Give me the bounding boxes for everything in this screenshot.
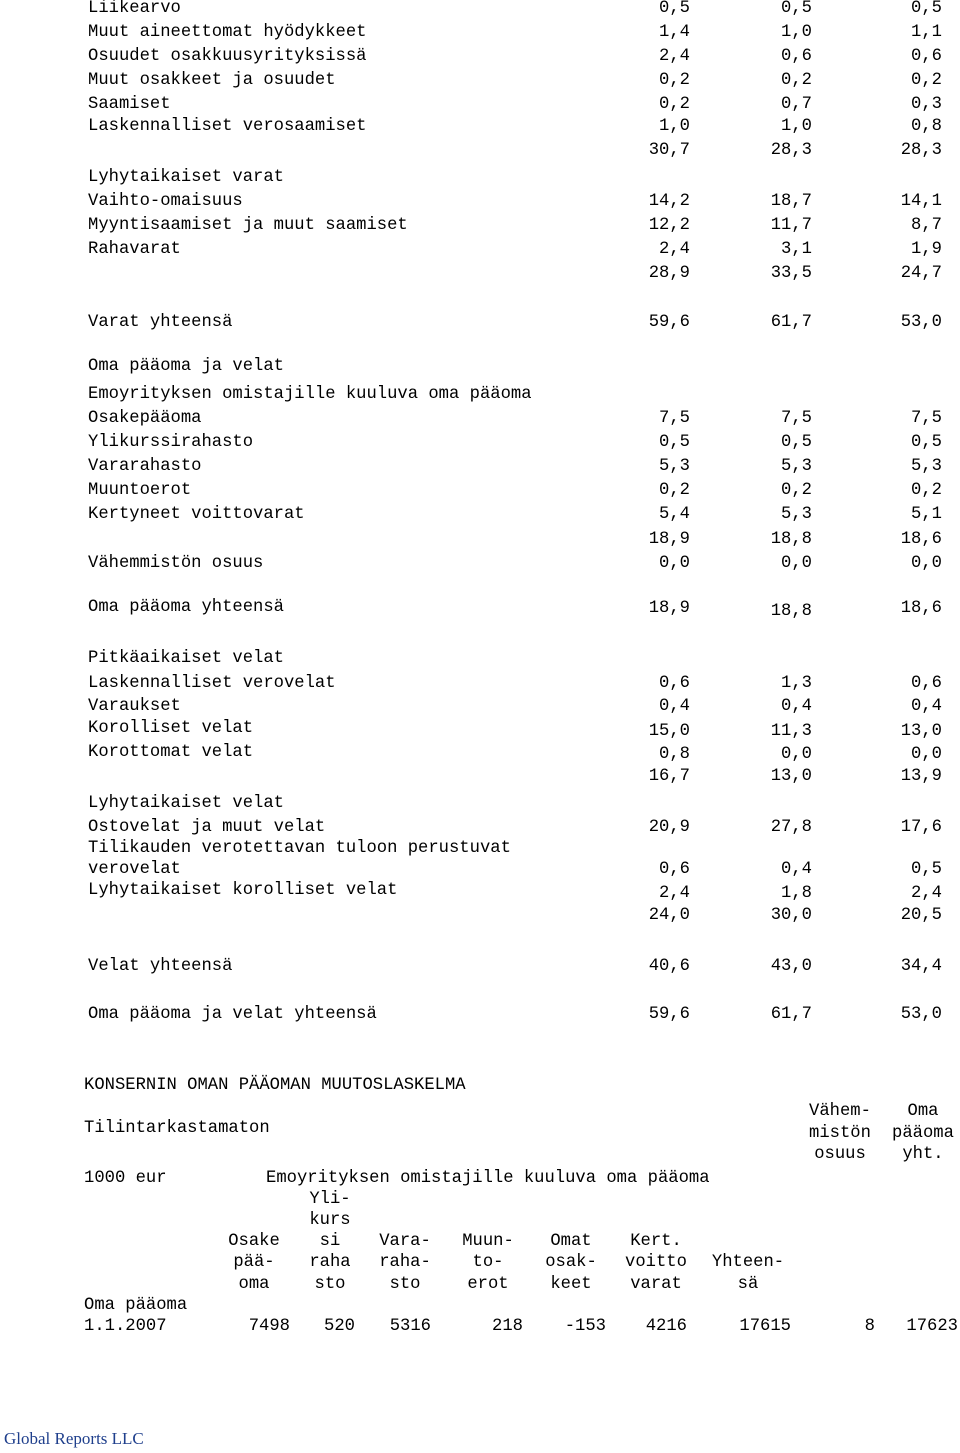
row-value-col1: 28,9 bbox=[648, 264, 690, 283]
equity-col-header-2-line-1: Yli- bbox=[309, 1190, 351, 1209]
row-value-col2: 13,0 bbox=[770, 767, 812, 786]
equity-value-4: 218 bbox=[492, 1317, 523, 1336]
equity-col-header-1-line-2: pää- bbox=[233, 1253, 275, 1272]
row-label: Lyhytaikaiset velat bbox=[88, 794, 284, 813]
row-value-col1: 18,9 bbox=[648, 599, 690, 618]
total-header-1: Oma bbox=[907, 1102, 939, 1121]
row-value-col3: 28,3 bbox=[900, 141, 942, 160]
row-value-col1: 5,3 bbox=[659, 457, 690, 476]
row-value-col3: 13,0 bbox=[900, 722, 942, 741]
row-value-col1: 0,4 bbox=[659, 697, 690, 716]
equity-col-header-6-line-1: Kert. bbox=[630, 1232, 682, 1251]
row-label: Oma pääoma yhteensä bbox=[88, 598, 284, 617]
row-label: Laskennalliset verovelat bbox=[88, 674, 336, 693]
row-value-col1: 24,0 bbox=[648, 906, 690, 925]
row-value-col3: 1,1 bbox=[911, 23, 942, 42]
equity-title: KONSERNIN OMAN PÄÄOMAN MUUTOSLASKELMA bbox=[84, 1076, 466, 1095]
row-label: Muut osakkeet ja osuudet bbox=[88, 71, 336, 90]
row-value-col1: 20,9 bbox=[648, 818, 690, 837]
row-value-col2: 18,8 bbox=[770, 602, 812, 621]
minority-header-3: osuus bbox=[814, 1145, 866, 1164]
row-value-col2: 0,4 bbox=[781, 860, 812, 879]
row-value-col3: 53,0 bbox=[900, 313, 942, 332]
row-value-col3: 5,1 bbox=[911, 505, 942, 524]
row-value-col2: 27,8 bbox=[770, 818, 812, 837]
row-value-col1: 16,7 bbox=[648, 767, 690, 786]
row-value-col1: 59,6 bbox=[648, 313, 690, 332]
equity-col-header-2-line-3: si bbox=[319, 1232, 341, 1251]
row-label: Varat yhteensä bbox=[88, 313, 233, 332]
row-value-col3: 0,0 bbox=[911, 745, 942, 764]
row-value-col2: 61,7 bbox=[770, 1005, 812, 1024]
equity-col-header-3-line-3: sto bbox=[389, 1275, 421, 1294]
row-label: Liikearvo bbox=[88, 0, 181, 18]
row-label: Kertyneet voittovarat bbox=[88, 505, 305, 524]
equity-col-header-5-line-1: Omat bbox=[550, 1232, 592, 1251]
equity-col-header-2-line-4: raha bbox=[309, 1253, 351, 1272]
row-value-col1: 18,9 bbox=[648, 530, 690, 549]
row-value-col3: 0,5 bbox=[911, 433, 942, 452]
row-value-col2: 30,0 bbox=[770, 906, 812, 925]
equity-col-header-4-line-1: Muun- bbox=[462, 1232, 514, 1251]
row-value-col2: 0,7 bbox=[781, 95, 812, 114]
row-value-col3: 0,2 bbox=[911, 481, 942, 500]
row-value-col2: 0,0 bbox=[781, 554, 812, 573]
row-value-col2: 1,8 bbox=[781, 884, 812, 903]
row-value-col1: 0,2 bbox=[659, 95, 690, 114]
row-label-1: Oma pääoma bbox=[84, 1296, 188, 1315]
equity-col-header-5-line-3: keet bbox=[550, 1275, 592, 1294]
row-value-col3: 53,0 bbox=[900, 1005, 942, 1024]
row-value-col2: 5,3 bbox=[781, 505, 812, 524]
row-label: Ylikurssirahasto bbox=[88, 433, 254, 452]
footer-watermark: Global Reports LLC bbox=[4, 1429, 144, 1448]
row-value-col3: 0,5 bbox=[911, 860, 942, 879]
row-value-col2: 61,7 bbox=[770, 313, 812, 332]
row-value-col1: 0,5 bbox=[659, 433, 690, 452]
row-value-col2: 7,5 bbox=[781, 409, 812, 428]
row-value-col2: 43,0 bbox=[770, 957, 812, 976]
row-value-col2: 0,5 bbox=[781, 433, 812, 452]
row-label: Velat yhteensä bbox=[88, 957, 233, 976]
row-value-col1: 1,4 bbox=[659, 23, 690, 42]
row-value-col3: 24,7 bbox=[900, 264, 942, 283]
row-value-col3: 8,7 bbox=[911, 216, 942, 235]
row-value-col1: 7,5 bbox=[659, 409, 690, 428]
row-value-col2: 0,4 bbox=[781, 697, 812, 716]
row-value-col1: 0,2 bbox=[659, 71, 690, 90]
equity-col-header-2-line-2: kurs bbox=[309, 1211, 351, 1230]
row-value-col1: 0,8 bbox=[659, 745, 690, 764]
row-value-col2: 0,2 bbox=[781, 481, 812, 500]
row-value-col2: 1,0 bbox=[781, 23, 812, 42]
equity-col-header-1-line-1: Osake bbox=[228, 1232, 280, 1251]
row-value-col3: 20,5 bbox=[900, 906, 942, 925]
row-value-col1: 1,0 bbox=[659, 117, 690, 136]
row-value-col3: 34,4 bbox=[900, 957, 942, 976]
row-value-col1: 2,4 bbox=[659, 884, 690, 903]
row-value-col1: 2,4 bbox=[659, 240, 690, 259]
row-value-col3: 5,3 bbox=[911, 457, 942, 476]
row-value-col2: 0,0 bbox=[781, 745, 812, 764]
row-label: Vararahasto bbox=[88, 457, 202, 476]
row-value-col1: 0,0 bbox=[659, 554, 690, 573]
row-label: Muuntoerot bbox=[88, 481, 192, 500]
row-value-col1: 14,2 bbox=[648, 192, 690, 211]
row-label: Saamiset bbox=[88, 95, 171, 114]
row-value-col2: 11,3 bbox=[770, 722, 812, 741]
row-label: Lyhytaikaiset varat bbox=[88, 168, 284, 187]
row-value-col1: 0,6 bbox=[659, 674, 690, 693]
row-label: Osakepääoma bbox=[88, 409, 202, 428]
equity-value-1: 7498 bbox=[248, 1317, 290, 1336]
row-value-col3: 0,5 bbox=[911, 0, 942, 18]
equity-col-header-7-line-2: sä bbox=[737, 1275, 759, 1294]
equity-value-7: 17615 bbox=[739, 1317, 791, 1336]
row-label-2: 1.1.2007 bbox=[84, 1317, 167, 1336]
equity-col-header-4-line-2: to- bbox=[472, 1253, 504, 1272]
row-value-col1: 2,4 bbox=[659, 47, 690, 66]
row-label: Myyntisaamiset ja muut saamiset bbox=[88, 216, 408, 235]
row-label: Pitkäaikaiset velat bbox=[88, 649, 284, 668]
equity-value-5: -153 bbox=[564, 1317, 606, 1336]
group-header: Emoyrityksen omistajille kuuluva oma pääoma bbox=[266, 1169, 710, 1188]
row-value-col2: 1,3 bbox=[781, 674, 812, 693]
equity-subtitle: Tilintarkastamaton bbox=[84, 1119, 270, 1138]
row-label: Oma pääoma ja velat bbox=[88, 357, 284, 376]
equity-value-6: 4216 bbox=[645, 1317, 687, 1336]
row-label: Laskennalliset verosaamiset bbox=[88, 117, 367, 136]
row-label: Oma pääoma ja velat yhteensä bbox=[88, 1005, 377, 1024]
row-label: Varaukset bbox=[88, 697, 181, 716]
equity-col-header-1-line-3: oma bbox=[238, 1275, 270, 1294]
row-value-col2: 33,5 bbox=[770, 264, 812, 283]
row-value-col2: 5,3 bbox=[781, 457, 812, 476]
row-label: Vaihto-omaisuus bbox=[88, 192, 243, 211]
row-value-col3: 18,6 bbox=[900, 530, 942, 549]
row-label: Muut aineettomat hyödykkeet bbox=[88, 23, 367, 42]
row-label: Ostovelat ja muut velat bbox=[88, 818, 326, 837]
row-label: verovelat bbox=[88, 860, 181, 879]
unit-label: 1000 eur bbox=[84, 1169, 167, 1188]
row-value-col3: 0,6 bbox=[911, 674, 942, 693]
minority-header-1: Vähem- bbox=[809, 1102, 871, 1121]
row-label: Rahavarat bbox=[88, 240, 181, 259]
row-value-col3: 0,3 bbox=[911, 95, 942, 114]
row-value-col3: 18,6 bbox=[900, 599, 942, 618]
row-label: Osuudet osakkuusyrityksissä bbox=[88, 47, 367, 66]
row-value-col1: 0,2 bbox=[659, 481, 690, 500]
row-value-col1: 40,6 bbox=[648, 957, 690, 976]
row-value-col1: 0,6 bbox=[659, 860, 690, 879]
row-value-col2: 0,2 bbox=[781, 71, 812, 90]
row-value-col2: 0,5 bbox=[781, 0, 812, 18]
row-value-col2: 0,6 bbox=[781, 47, 812, 66]
row-value-col3: 17,6 bbox=[900, 818, 942, 837]
row-value-col3: 0,6 bbox=[911, 47, 942, 66]
total-header-2: pääoma bbox=[892, 1124, 954, 1143]
row-value-col2: 11,7 bbox=[770, 216, 812, 235]
row-value-col1: 5,4 bbox=[659, 505, 690, 524]
equity-col-header-6-line-3: varat bbox=[630, 1275, 682, 1294]
equity-col-header-6-line-2: voitto bbox=[625, 1253, 687, 1272]
equity-col-header-3-line-1: Vara- bbox=[379, 1232, 431, 1251]
row-value-col3: 13,9 bbox=[900, 767, 942, 786]
row-label: Korolliset velat bbox=[88, 719, 254, 738]
row-value-col3: 0,2 bbox=[911, 71, 942, 90]
equity-value-9: 17623 bbox=[906, 1317, 958, 1336]
equity-col-header-3-line-2: raha- bbox=[379, 1253, 431, 1272]
row-value-col3: 0,0 bbox=[911, 554, 942, 573]
equity-col-header-7-line-1: Yhteen- bbox=[711, 1253, 785, 1272]
row-label: Korottomat velat bbox=[88, 743, 254, 762]
row-value-col3: 1,9 bbox=[911, 240, 942, 259]
row-label: Vähemmistön osuus bbox=[88, 554, 264, 573]
row-value-col2: 18,8 bbox=[770, 530, 812, 549]
row-value-col3: 0,8 bbox=[911, 117, 942, 136]
equity-value-2: 520 bbox=[324, 1317, 355, 1336]
equity-col-header-2-line-5: sto bbox=[314, 1275, 346, 1294]
total-header-3: yht. bbox=[902, 1145, 944, 1164]
row-value-col1: 0,5 bbox=[659, 0, 690, 18]
row-value-col1: 30,7 bbox=[648, 141, 690, 160]
equity-value-3: 5316 bbox=[389, 1317, 431, 1336]
row-value-col3: 7,5 bbox=[911, 409, 942, 428]
row-value-col3: 14,1 bbox=[900, 192, 942, 211]
row-label: Tilikauden verotettavan tuloon perustuvat bbox=[88, 839, 511, 858]
equity-col-header-4-line-3: erot bbox=[467, 1275, 509, 1294]
equity-col-header-5-line-2: osak- bbox=[545, 1253, 597, 1272]
row-label: Lyhytaikaiset korolliset velat bbox=[88, 881, 398, 900]
minority-header-2: mistön bbox=[809, 1124, 871, 1143]
row-value-col1: 59,6 bbox=[648, 1005, 690, 1024]
row-value-col2: 3,1 bbox=[781, 240, 812, 259]
row-value-col3: 0,4 bbox=[911, 697, 942, 716]
row-value-col2: 18,7 bbox=[770, 192, 812, 211]
row-value-col1: 15,0 bbox=[648, 722, 690, 741]
row-value-col2: 28,3 bbox=[770, 141, 812, 160]
row-value-col3: 2,4 bbox=[911, 884, 942, 903]
row-label: Emoyrityksen omistajille kuuluva oma pääoma bbox=[88, 385, 532, 404]
equity-value-8: 8 bbox=[864, 1317, 875, 1336]
row-value-col1: 12,2 bbox=[648, 216, 690, 235]
row-value-col2: 1,0 bbox=[781, 117, 812, 136]
